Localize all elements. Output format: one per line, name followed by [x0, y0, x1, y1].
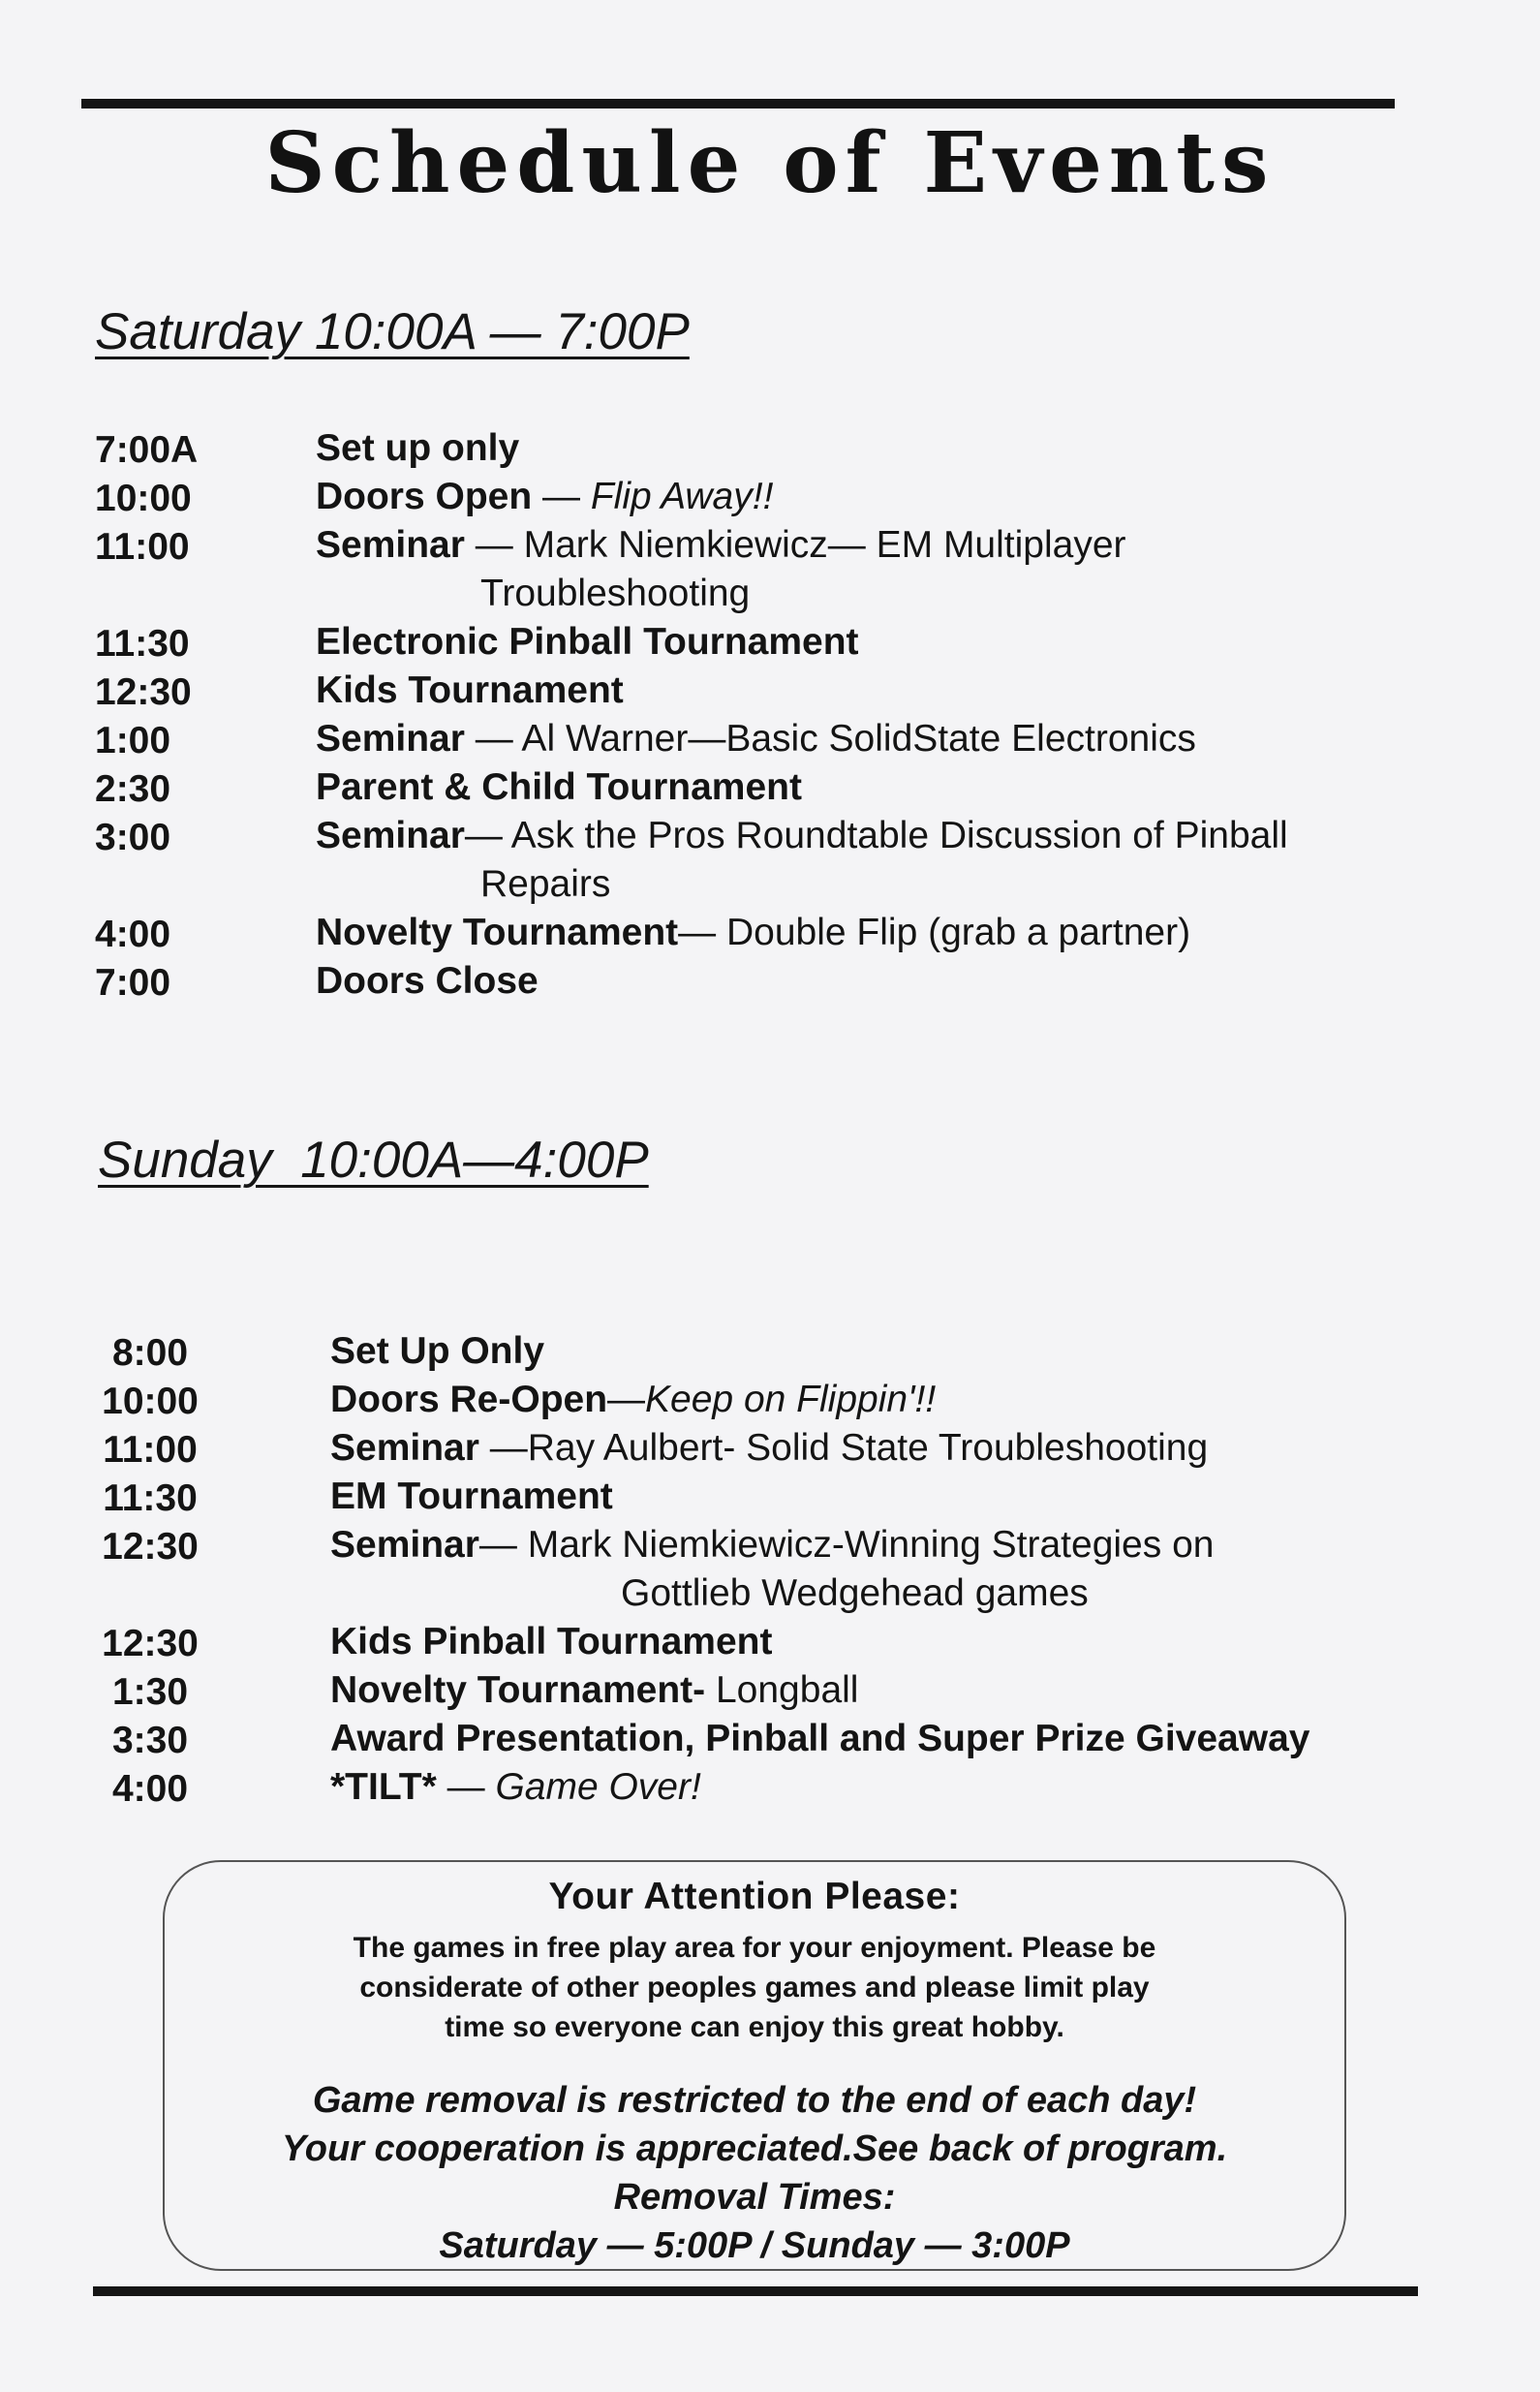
event-detail-continued: Gottlieb Wedgehead games — [621, 1572, 1089, 1614]
event-detail: — Ask the Pros Roundtable Discussion of Pinball — [464, 815, 1288, 856]
event-time: 7:00 — [95, 962, 171, 1004]
event-description — [316, 909, 1470, 957]
event-time: 11:30 — [95, 623, 190, 665]
schedule-row — [101, 1424, 1476, 1473]
schedule-row — [95, 424, 1470, 473]
event-title: *TILT* — [330, 1766, 437, 1808]
event-title: EM Tournament — [330, 1476, 613, 1517]
event-title: Seminar — [316, 815, 465, 856]
event-time: 10:00 — [95, 478, 192, 519]
notice-body — [165, 1928, 1344, 2047]
sunday-schedule — [101, 1327, 1476, 1812]
event-description — [330, 1376, 1476, 1424]
event-title: Doors Open — [316, 476, 533, 517]
event-description — [330, 1521, 1476, 1618]
event-description — [316, 424, 1470, 473]
sunday-heading: Sunday 10:00A—4:00P — [98, 1132, 649, 1189]
event-description — [316, 812, 1470, 909]
event-time: 7:00A — [95, 429, 199, 471]
event-detail: — Mark Niemkiewicz-Winning Strategies on — [478, 1524, 1215, 1566]
event-time: 3:00 — [95, 817, 171, 858]
event-time: 3:30 — [111, 1720, 189, 1761]
event-title: Seminar — [316, 524, 465, 566]
schedule-row — [95, 667, 1470, 715]
event-title: Seminar — [316, 718, 465, 760]
schedule-row — [95, 957, 1470, 1006]
notice-emphasis-line: Saturday — 5:00P / Sunday — 3:00P — [439, 2225, 1070, 2266]
notice-emphasis — [165, 2076, 1344, 2270]
event-title: Parent & Child Tournament — [316, 766, 802, 808]
schedule-row — [101, 1376, 1476, 1424]
event-time: 12:30 — [95, 671, 192, 713]
schedule-row — [101, 1473, 1476, 1521]
event-time: 11:00 — [103, 1429, 198, 1471]
event-tagline: Game Over! — [495, 1766, 701, 1808]
event-description — [316, 715, 1470, 763]
event-description — [316, 763, 1470, 812]
event-time: 10:00 — [102, 1381, 199, 1422]
event-time: 11:00 — [95, 526, 190, 568]
schedule-row — [95, 909, 1470, 957]
event-detail: — Double Flip (grab a partner) — [678, 912, 1191, 953]
saturday-schedule — [95, 424, 1470, 1006]
event-time: 12:30 — [102, 1623, 199, 1664]
event-detail: — — [436, 1766, 496, 1808]
event-title: Award Presentation, Pinball and Super Prize Giveaway — [330, 1718, 1310, 1759]
schedule-row — [101, 1618, 1476, 1666]
event-description — [316, 521, 1470, 618]
notice-emphasis-line: Removal Times: — [613, 2177, 896, 2218]
event-title: Seminar — [330, 1427, 479, 1469]
event-title: Set Up Only — [330, 1330, 545, 1372]
schedule-row — [101, 1521, 1476, 1618]
event-description — [316, 667, 1470, 715]
schedule-row — [95, 763, 1470, 812]
saturday-heading: Saturday 10:00A — 7:00P — [95, 303, 690, 360]
notice-body-line: considerate of other peoples games and please limit play — [359, 1972, 1150, 2004]
event-title: Seminar — [330, 1524, 479, 1566]
event-title: Kids Pinball Tournament — [330, 1621, 773, 1662]
event-title: Novelty Tournament- — [330, 1669, 706, 1711]
page-title: Schedule of Events — [264, 114, 1276, 212]
attention-notice-box — [163, 1860, 1346, 2271]
event-detail-continued: Repairs — [480, 863, 611, 905]
event-detail: — — [607, 1379, 646, 1420]
schedule-row — [101, 1763, 1476, 1812]
notice-heading: Your Attention Please: — [548, 1876, 961, 1917]
event-description — [330, 1666, 1476, 1715]
schedule-row — [101, 1327, 1476, 1376]
event-time: 1:00 — [95, 720, 171, 761]
event-title: Doors Close — [316, 960, 539, 1002]
event-time: 8:00 — [111, 1332, 189, 1374]
event-title: Doors Re-Open — [330, 1379, 608, 1420]
event-time: 4:00 — [95, 914, 171, 955]
notice-emphasis-line: Your cooperation is appreciated.See back of program. — [281, 2128, 1228, 2169]
event-detail: —Ray Aulbert- Solid State Troubleshooting — [478, 1427, 1209, 1469]
schedule-row — [95, 715, 1470, 763]
schedule-row — [101, 1715, 1476, 1763]
top-divider — [81, 99, 1395, 109]
bottom-divider — [93, 2286, 1418, 2296]
event-title: Electronic Pinball Tournament — [316, 621, 859, 663]
event-detail: Longball — [705, 1669, 859, 1711]
event-detail: — Al Warner—Basic SolidState Electronics — [464, 718, 1196, 760]
event-detail-continued: Troubleshooting — [480, 573, 751, 614]
event-description — [330, 1715, 1476, 1763]
event-description — [330, 1327, 1476, 1376]
event-description — [330, 1763, 1476, 1812]
event-description — [330, 1424, 1476, 1473]
schedule-row — [95, 521, 1470, 618]
event-title: Novelty Tournament — [316, 912, 679, 953]
event-time: 4:00 — [111, 1768, 189, 1810]
schedule-row — [95, 812, 1470, 909]
event-title: Set up only — [316, 427, 520, 469]
event-description — [330, 1473, 1476, 1521]
event-time: 2:30 — [95, 768, 171, 810]
schedule-row — [95, 618, 1470, 667]
event-description — [316, 957, 1470, 1006]
notice-body-line: time so everyone can enjoy this great hobby. — [445, 2011, 1064, 2043]
event-tagline: Flip Away!! — [590, 476, 774, 517]
schedule-row — [95, 473, 1470, 521]
event-time: 12:30 — [102, 1526, 199, 1568]
event-detail: — — [532, 476, 591, 517]
notice-emphasis-line: Game removal is restricted to the end of each day! — [312, 2080, 1197, 2121]
notice-body-line: The games in free play area for your enjoyment. Please be — [353, 1932, 1156, 1964]
event-time: 1:30 — [111, 1671, 189, 1713]
event-tagline: Keep on Flippin'!! — [645, 1379, 937, 1420]
event-description — [316, 473, 1470, 521]
event-title: Kids Tournament — [316, 669, 624, 711]
event-detail: — Mark Niemkiewicz— EM Multiplayer — [464, 524, 1126, 566]
schedule-row — [101, 1666, 1476, 1715]
event-description — [316, 618, 1470, 667]
event-description — [330, 1618, 1476, 1666]
event-time: 11:30 — [103, 1477, 198, 1519]
